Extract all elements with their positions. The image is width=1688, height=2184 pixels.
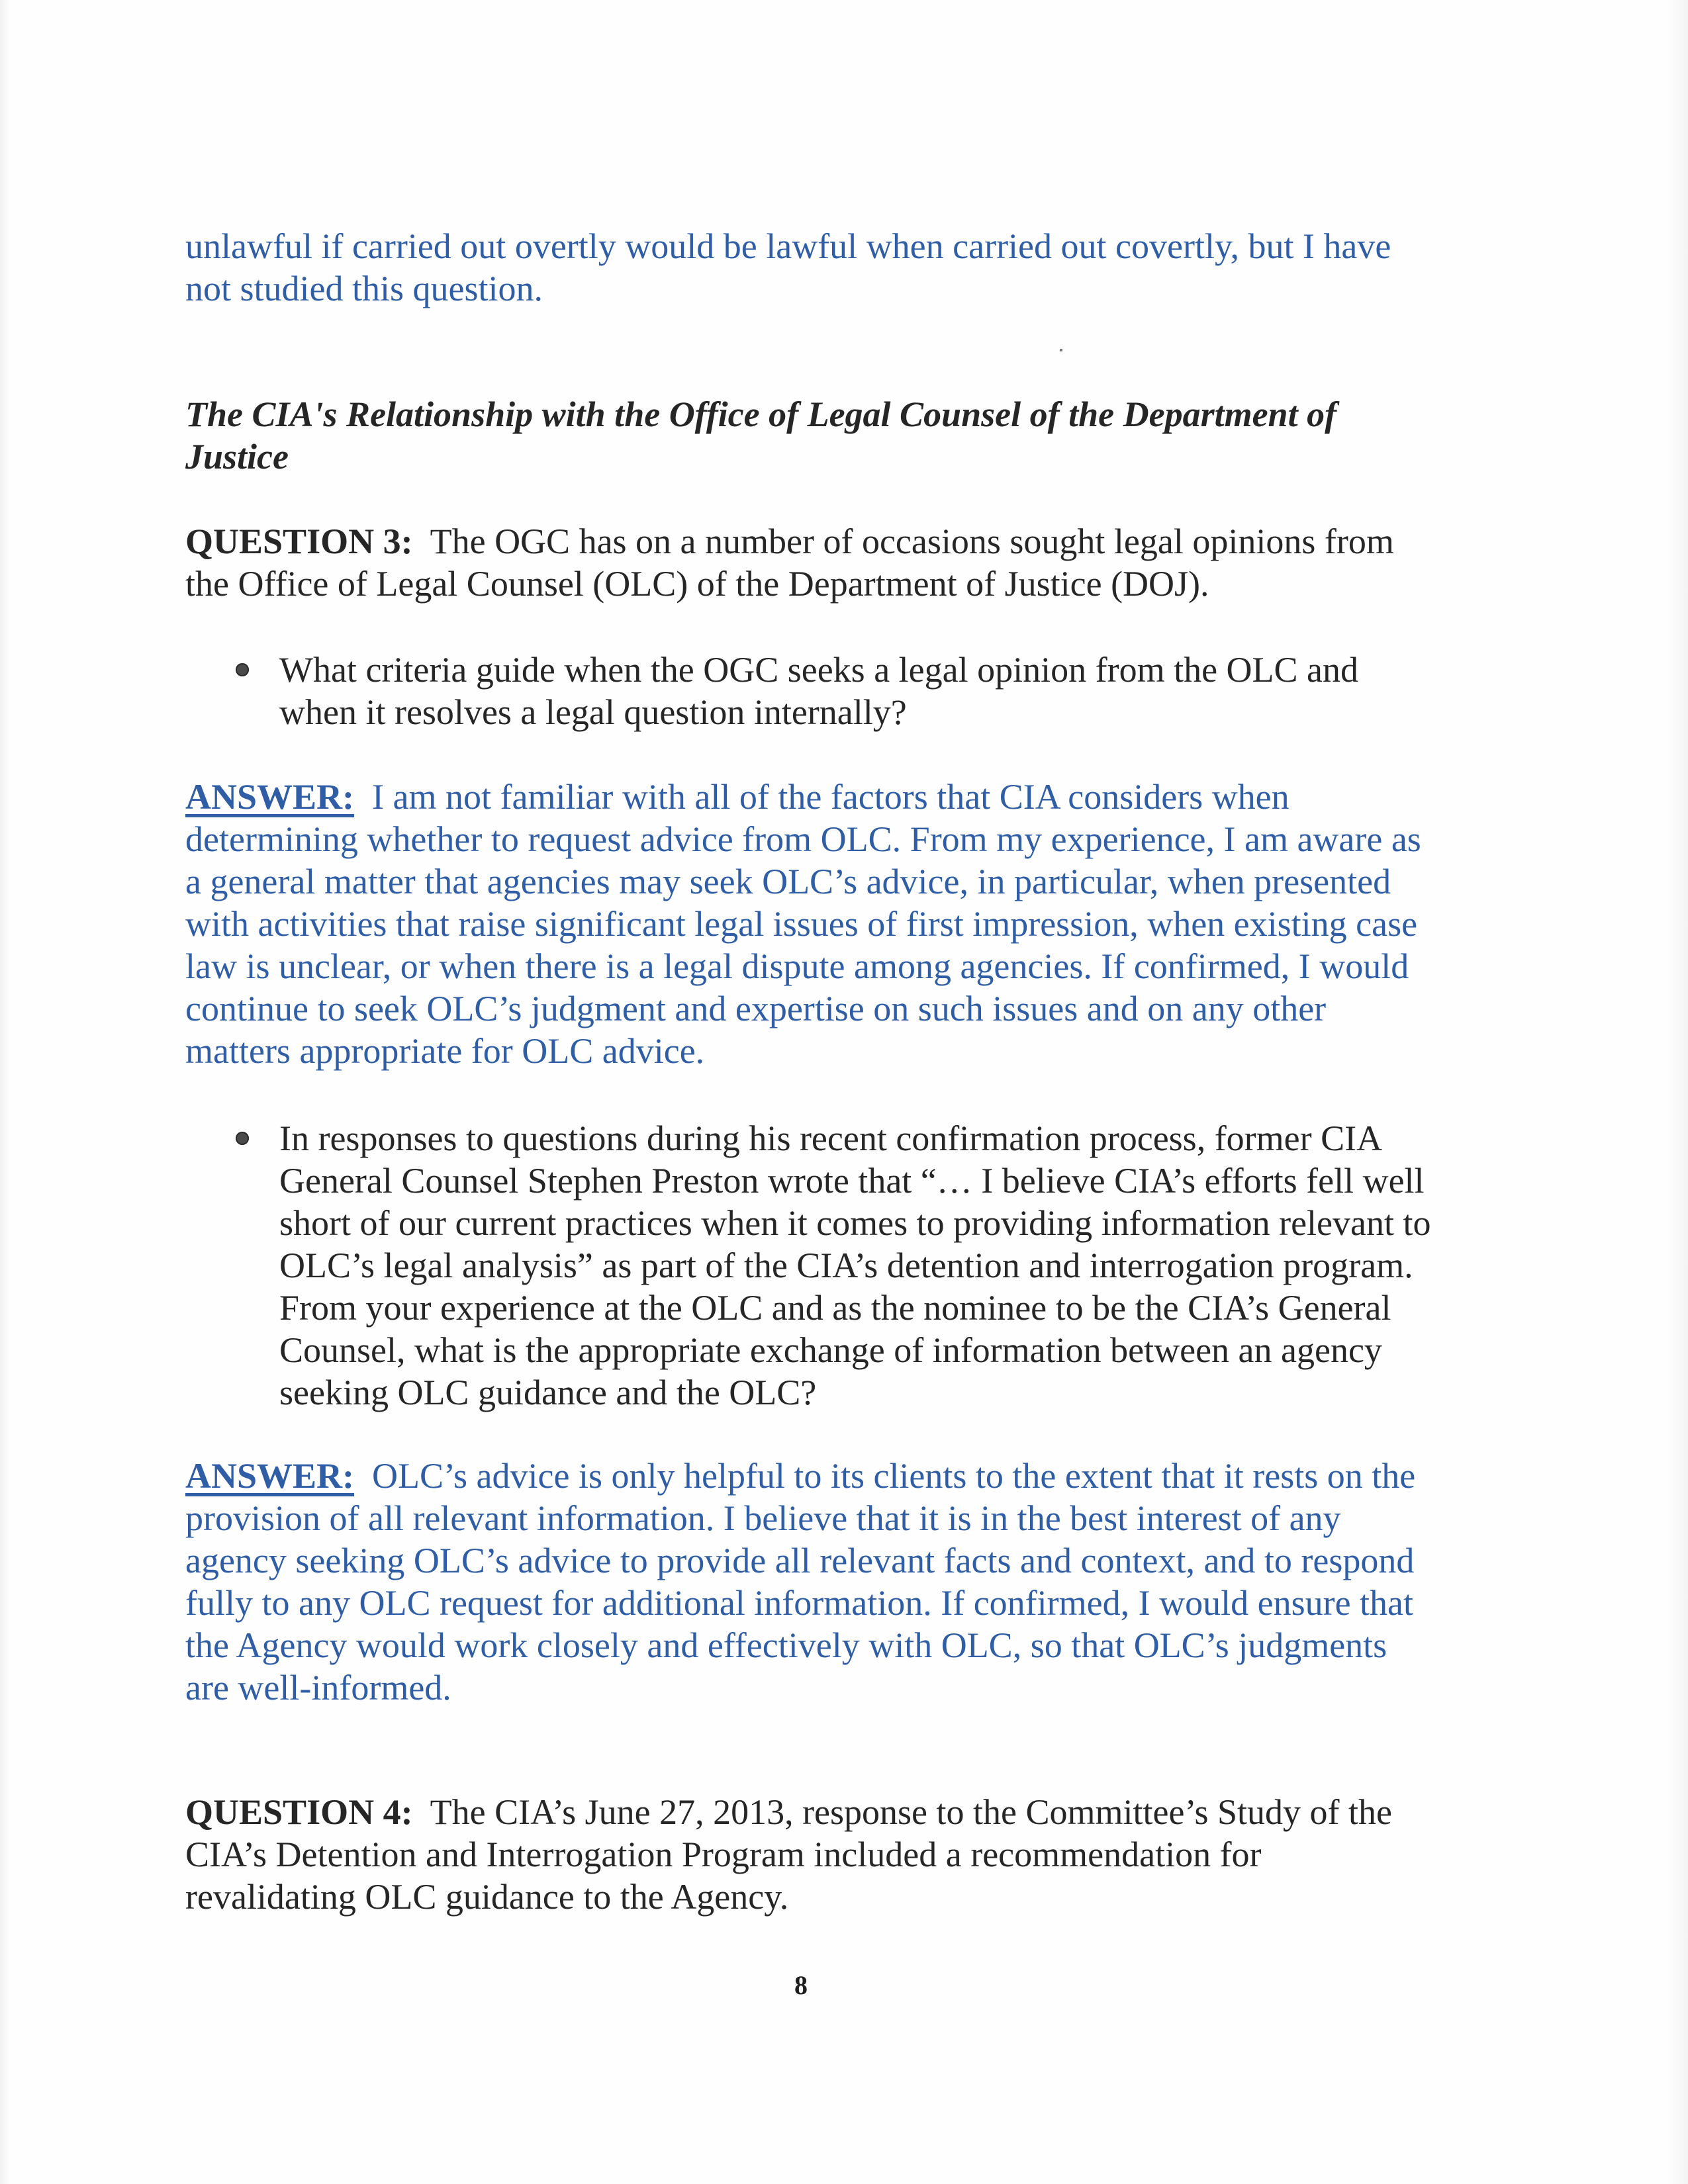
bullet-icon [236,1132,249,1145]
bullet-2-text: In responses to questions during his recent confirmation process, former CIA General Counsel Stephen Preston wrote that “… I believe CIA’s efforts fell well short of our current practices when it comes to providing information relevant to OLC’s legal analysis” as part of the CIA’s detention and interrogation program. From your experience at the OLC and as the nominee to be the CIA’s General Counsel, what is the appropriate exchange of information between an agency seeking OLC guidance and the OLC? [279,1118,1431,1412]
answer-1 [185,776,1430,1072]
scan-speck [1060,349,1062,351]
section-heading: The CIA's Relationship with the Office of Legal Counsel of the Department of Justice [185,394,1337,477]
question-3-label: QUESTION 3: [185,522,413,561]
question-4-label: QUESTION 4: [185,1792,413,1832]
page-number: 8 [794,1970,808,2000]
scan-edge-left [0,0,9,2184]
answer-1-text: I am not familiar with all of the factors that CIA considers when determining whether to request advice from OLC. From my experience, I am aware as a general matter that agencies may seek OLC’s advice, in particular, when presented with activities that raise significant legal issues of first impression, when existing case law is unclear, or when there is a legal dispute among agencies. If confirmed, I would continue to seek OLC’s judgment and expertise on such issues and on any other matters appropriate for OLC advice. [185,777,1421,1071]
bullet-icon [236,663,249,676]
continued-answer-text: unlawful if carried out overtly would be lawful when carried out covertly, but I have not studied this question. [185,226,1391,308]
question-4 [185,1791,1430,1918]
bullet-1-text: What criteria guide when the OGC seeks a legal opinion from the OLC and when it resolves a legal question internally? [279,650,1359,732]
answer-2-label: ANSWER: [185,1456,355,1496]
question-3-text: The OGC has on a number of occasions sought legal opinions from the Office of Legal Counsel (OLC) of the Department of Justice (DOJ). [185,522,1394,604]
answer-1-label: ANSWER: [185,777,355,817]
answer-2-text: OLC’s advice is only helpful to its clients to the extent that it rests on the provision of all relevant information. I believe that it is in the best interest of any agency seeking OLC’s advice to provide all relevant facts and context, and to respond fully to any OLC request for additional information. If confirmed, I would ensure that the Agency would work closely and effectively with OLC, so that OLC’s judgments are well-informed. [185,1456,1416,1707]
answer-2 [185,1455,1430,1709]
question-4-text: The CIA’s June 27, 2013, response to the Committee’s Study of the CIA’s Detention and Interrogation Program included a recommendation for revalidating OLC guidance to the Agency. [185,1792,1392,1917]
scan-edge-right [1668,0,1688,2184]
question-3 [185,520,1430,605]
